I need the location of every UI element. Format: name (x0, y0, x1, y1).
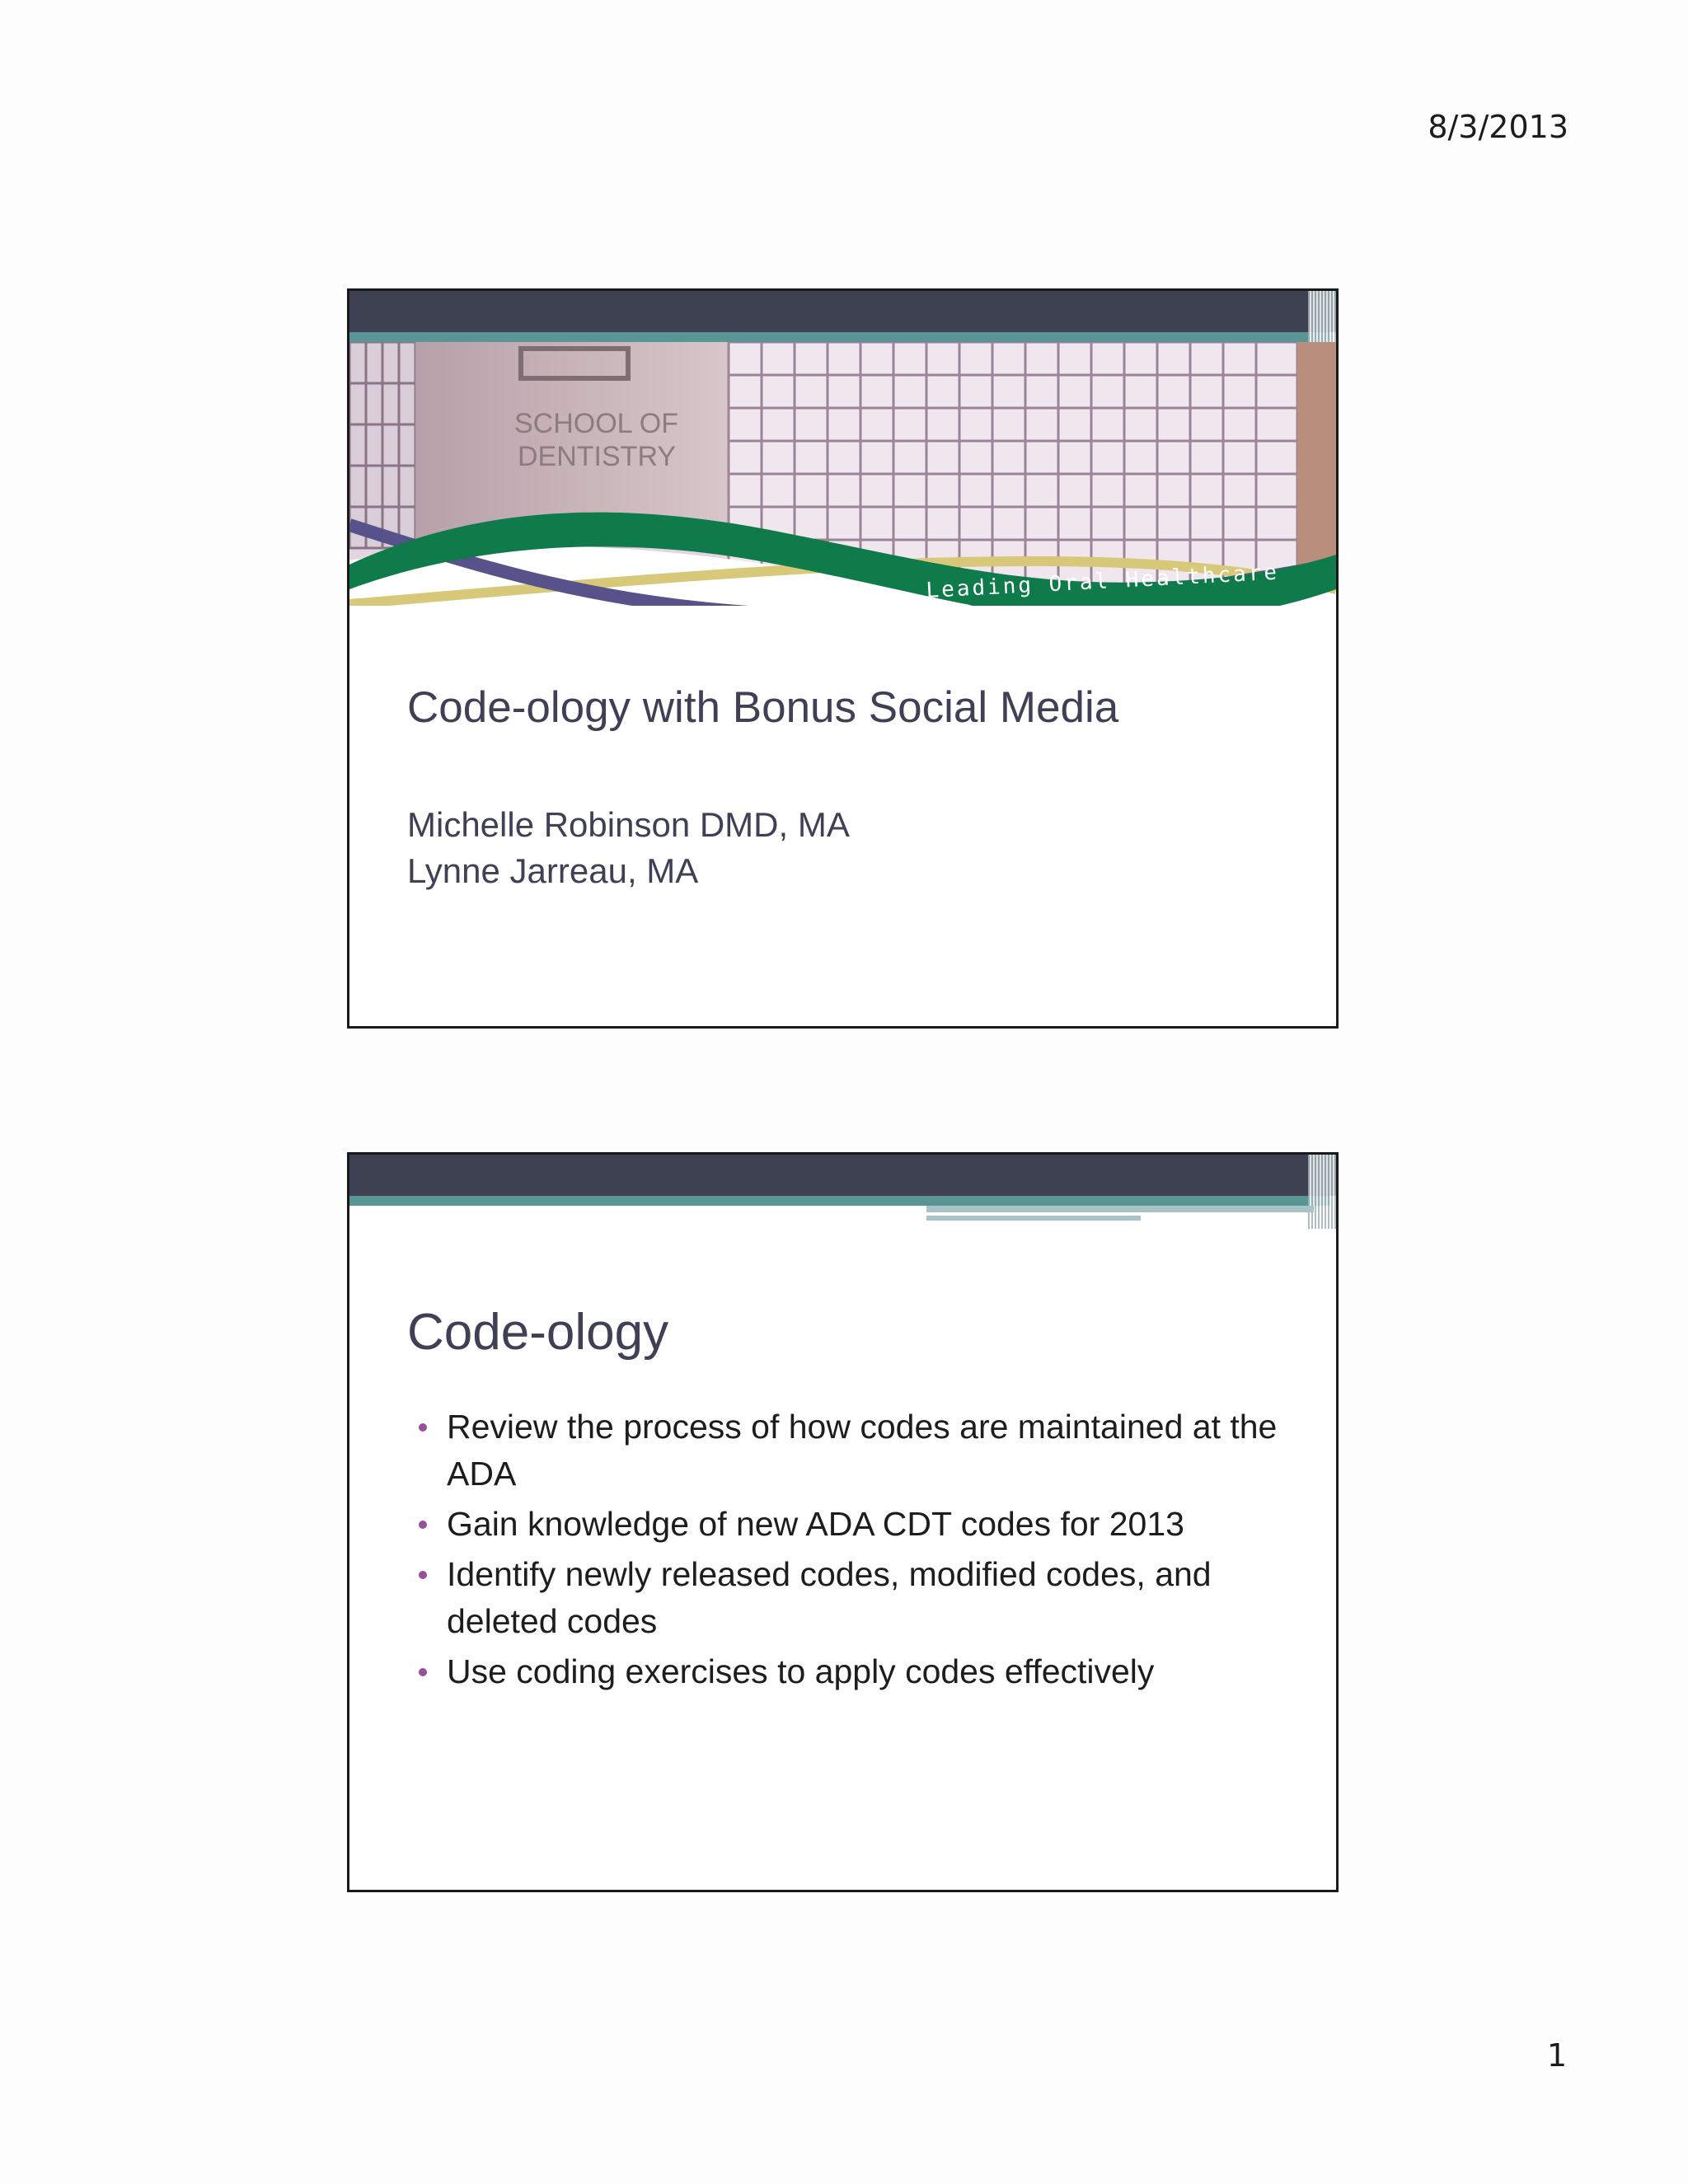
bullet-text: Gain knowledge of new ADA CDT codes for 2013 (447, 1505, 1184, 1543)
slide2-title: Code-ology (407, 1304, 669, 1361)
slide-header-bar (349, 291, 1336, 332)
slide1-title: Code-ology with Bonus Social Media (407, 683, 1119, 732)
accent-line-2 (926, 1216, 1141, 1221)
bullet-text: Use coding exercises to apply codes effectively (447, 1652, 1155, 1690)
bullet-dot-icon (419, 1521, 427, 1529)
list-item (407, 1404, 1297, 1497)
slide-accent-bar (349, 1196, 1330, 1206)
slide-code-ology (347, 1152, 1339, 1892)
slide-title (347, 288, 1339, 1029)
slide-accent-bar (349, 332, 1330, 342)
author-1: Michelle Robinson DMD, MA (407, 805, 850, 844)
list-item (407, 1551, 1297, 1645)
bullet-dot-icon (419, 1571, 427, 1579)
page-date: 8/3/2013 (1428, 109, 1568, 145)
school-of-dentistry-banner (349, 342, 1336, 606)
author-2: Lynne Jarreau, MA (407, 851, 699, 890)
decorative-stripes (1308, 1155, 1336, 1229)
bullet-text: Identify newly released codes, modified codes, and deleted codes (447, 1555, 1212, 1640)
bullet-text: Review the process of how codes are maintained at the ADA (447, 1408, 1278, 1493)
page-number: 1 (1546, 2037, 1567, 2074)
building-brick-edge (1297, 342, 1336, 589)
list-item (407, 1648, 1297, 1695)
accent-line-1 (926, 1206, 1314, 1212)
list-item (407, 1501, 1297, 1548)
bullet-dot-icon (419, 1423, 427, 1432)
building-windows-left (349, 342, 415, 548)
slide1-authors (407, 802, 850, 894)
banner-school-line2: DENTISTRY (518, 441, 677, 472)
bullet-dot-icon (419, 1668, 427, 1676)
objectives-list (407, 1404, 1297, 1699)
banner-school-line1: SCHOOL OF (514, 408, 678, 439)
slide-header-bar (349, 1155, 1336, 1196)
banner-tagline: Leading Oral Healthcare (925, 560, 1280, 603)
